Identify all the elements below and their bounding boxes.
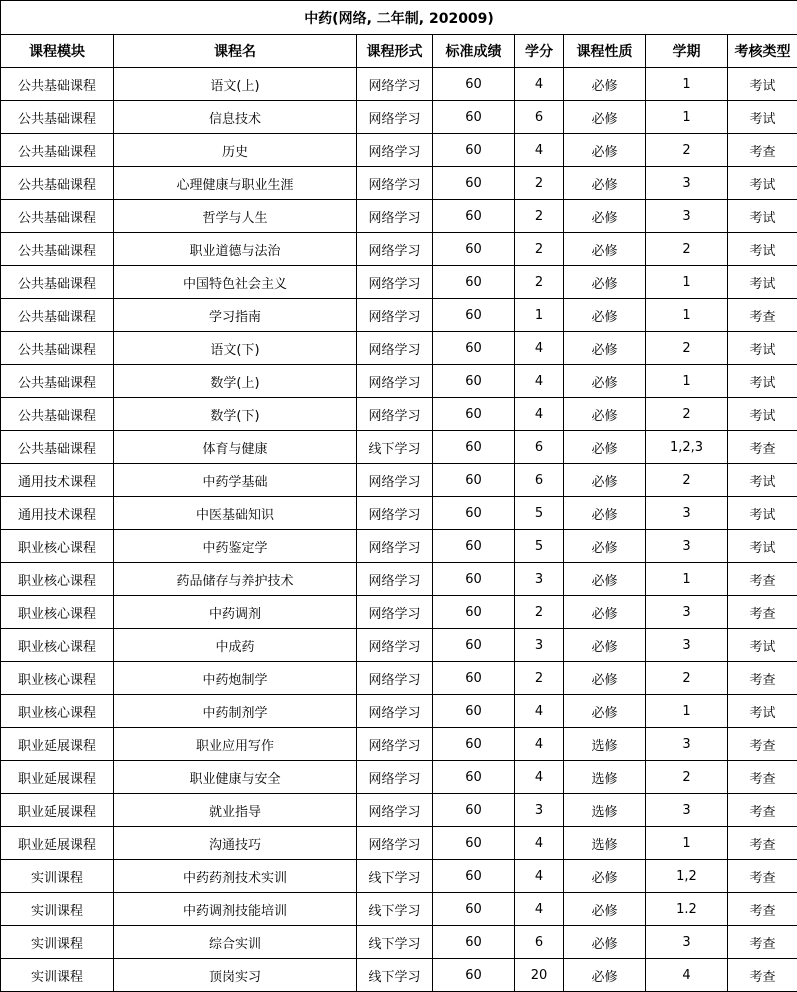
credits-cell: 5 [515, 530, 564, 563]
course-name-cell: 中药制剂学 [114, 695, 357, 728]
assessment-cell: 考试 [728, 233, 797, 266]
format-cell: 线下学习 [357, 431, 433, 464]
table-row [1, 926, 797, 959]
course-name-cell: 中药炮制学 [114, 662, 357, 695]
module-cell: 公共基础课程 [1, 200, 114, 233]
nature-cell: 必修 [564, 464, 646, 497]
module-cell: 公共基础课程 [1, 167, 114, 200]
nature-cell: 必修 [564, 200, 646, 233]
assessment-cell: 考查 [728, 959, 797, 992]
standard-score-cell: 60 [433, 431, 515, 464]
module-cell: 职业延展课程 [1, 728, 114, 761]
standard-score-cell: 60 [433, 266, 515, 299]
table-row [1, 794, 797, 827]
module-cell: 职业核心课程 [1, 695, 114, 728]
header-cell-credits: 学分 [515, 35, 564, 68]
semester-cell: 1 [646, 695, 728, 728]
table-row [1, 266, 797, 299]
table-row [1, 860, 797, 893]
course-name-cell: 中成药 [114, 629, 357, 662]
assessment-cell: 考查 [728, 860, 797, 893]
credits-cell: 4 [515, 332, 564, 365]
header-cell-assessment: 考核类型 [728, 35, 797, 68]
credits-cell: 2 [515, 200, 564, 233]
course-name-cell: 中药调剂 [114, 596, 357, 629]
table-title: 中药(网络, 二年制, 202009) [1, 1, 797, 35]
assessment-cell: 考试 [728, 497, 797, 530]
table-row [1, 563, 797, 596]
semester-cell: 3 [646, 629, 728, 662]
nature-cell: 必修 [564, 893, 646, 926]
credits-cell: 5 [515, 497, 564, 530]
credits-cell: 4 [515, 134, 564, 167]
credits-cell: 3 [515, 629, 564, 662]
module-cell: 公共基础课程 [1, 266, 114, 299]
assessment-cell: 考查 [728, 728, 797, 761]
module-cell: 职业核心课程 [1, 629, 114, 662]
standard-score-cell: 60 [433, 860, 515, 893]
credits-cell: 6 [515, 431, 564, 464]
nature-cell: 必修 [564, 662, 646, 695]
format-cell: 网络学习 [357, 332, 433, 365]
semester-cell: 2 [646, 464, 728, 497]
module-cell: 公共基础课程 [1, 332, 114, 365]
assessment-cell: 考试 [728, 629, 797, 662]
assessment-cell: 考查 [728, 563, 797, 596]
table-row [1, 893, 797, 926]
semester-cell: 1 [646, 299, 728, 332]
semester-cell: 1 [646, 827, 728, 860]
nature-cell: 必修 [564, 101, 646, 134]
header-cell-format: 课程形式 [357, 35, 433, 68]
assessment-cell: 考查 [728, 794, 797, 827]
module-cell: 职业延展课程 [1, 761, 114, 794]
credits-cell: 2 [515, 662, 564, 695]
semester-cell: 1.2 [646, 893, 728, 926]
table-row [1, 167, 797, 200]
header-cell-course-name: 课程名 [114, 35, 357, 68]
table-row [1, 695, 797, 728]
standard-score-cell: 60 [433, 827, 515, 860]
format-cell: 网络学习 [357, 365, 433, 398]
nature-cell: 必修 [564, 266, 646, 299]
credits-cell: 4 [515, 827, 564, 860]
format-cell: 网络学习 [357, 695, 433, 728]
assessment-cell: 考查 [728, 926, 797, 959]
table-row [1, 530, 797, 563]
credits-cell: 4 [515, 695, 564, 728]
credits-cell: 2 [515, 596, 564, 629]
format-cell: 线下学习 [357, 860, 433, 893]
standard-score-cell: 60 [433, 530, 515, 563]
credits-cell: 3 [515, 563, 564, 596]
semester-cell: 1,2 [646, 860, 728, 893]
credits-cell: 2 [515, 167, 564, 200]
table-row [1, 596, 797, 629]
course-name-cell: 顶岗实习 [114, 959, 357, 992]
assessment-cell: 考查 [728, 893, 797, 926]
credits-cell: 6 [515, 464, 564, 497]
course-name-cell: 职业健康与安全 [114, 761, 357, 794]
assessment-cell: 考试 [728, 266, 797, 299]
semester-cell: 3 [646, 728, 728, 761]
standard-score-cell: 60 [433, 233, 515, 266]
course-name-cell: 心理健康与职业生涯 [114, 167, 357, 200]
credits-cell: 4 [515, 893, 564, 926]
assessment-cell: 考试 [728, 530, 797, 563]
semester-cell: 2 [646, 332, 728, 365]
standard-score-cell: 60 [433, 299, 515, 332]
course-name-cell: 数学(上) [114, 365, 357, 398]
module-cell: 公共基础课程 [1, 101, 114, 134]
semester-cell: 3 [646, 530, 728, 563]
module-cell: 职业延展课程 [1, 827, 114, 860]
module-cell: 公共基础课程 [1, 431, 114, 464]
nature-cell: 选修 [564, 728, 646, 761]
module-cell: 公共基础课程 [1, 233, 114, 266]
module-cell: 实训课程 [1, 860, 114, 893]
nature-cell: 必修 [564, 695, 646, 728]
format-cell: 网络学习 [357, 233, 433, 266]
standard-score-cell: 60 [433, 959, 515, 992]
module-cell: 职业核心课程 [1, 530, 114, 563]
nature-cell: 必修 [564, 68, 646, 101]
assessment-cell: 考查 [728, 596, 797, 629]
semester-cell: 3 [646, 596, 728, 629]
format-cell: 网络学习 [357, 68, 433, 101]
format-cell: 网络学习 [357, 761, 433, 794]
semester-cell: 3 [646, 200, 728, 233]
credits-cell: 6 [515, 101, 564, 134]
course-name-cell: 语文(上) [114, 68, 357, 101]
nature-cell: 必修 [564, 233, 646, 266]
format-cell: 网络学习 [357, 134, 433, 167]
nature-cell: 必修 [564, 629, 646, 662]
semester-cell: 1 [646, 563, 728, 596]
nature-cell: 必修 [564, 365, 646, 398]
format-cell: 网络学习 [357, 101, 433, 134]
standard-score-cell: 60 [433, 398, 515, 431]
assessment-cell: 考查 [728, 299, 797, 332]
semester-cell: 4 [646, 959, 728, 992]
course-name-cell: 中药药剂技术实训 [114, 860, 357, 893]
semester-cell: 1 [646, 266, 728, 299]
format-cell: 线下学习 [357, 926, 433, 959]
credits-cell: 4 [515, 365, 564, 398]
table-row [1, 299, 797, 332]
format-cell: 网络学习 [357, 728, 433, 761]
nature-cell: 选修 [564, 761, 646, 794]
nature-cell: 选修 [564, 827, 646, 860]
table-row [1, 332, 797, 365]
table-row [1, 68, 797, 101]
credits-cell: 2 [515, 233, 564, 266]
course-name-cell: 中药学基础 [114, 464, 357, 497]
course-name-cell: 中国特色社会主义 [114, 266, 357, 299]
table-row [1, 959, 797, 992]
course-name-cell: 体育与健康 [114, 431, 357, 464]
format-cell: 网络学习 [357, 464, 433, 497]
standard-score-cell: 60 [433, 662, 515, 695]
standard-score-cell: 60 [433, 761, 515, 794]
standard-score-cell: 60 [433, 68, 515, 101]
standard-score-cell: 60 [433, 893, 515, 926]
credits-cell: 4 [515, 761, 564, 794]
standard-score-cell: 60 [433, 332, 515, 365]
assessment-cell: 考查 [728, 134, 797, 167]
standard-score-cell: 60 [433, 629, 515, 662]
semester-cell: 2 [646, 662, 728, 695]
assessment-cell: 考试 [728, 398, 797, 431]
standard-score-cell: 60 [433, 134, 515, 167]
course-name-cell: 历史 [114, 134, 357, 167]
semester-cell: 3 [646, 167, 728, 200]
semester-cell: 2 [646, 134, 728, 167]
assessment-cell: 考试 [728, 695, 797, 728]
semester-cell: 3 [646, 926, 728, 959]
course-name-cell: 药品储存与养护技术 [114, 563, 357, 596]
format-cell: 网络学习 [357, 596, 433, 629]
nature-cell: 必修 [564, 563, 646, 596]
nature-cell: 必修 [564, 959, 646, 992]
credits-cell: 3 [515, 794, 564, 827]
format-cell: 网络学习 [357, 827, 433, 860]
module-cell: 职业延展课程 [1, 794, 114, 827]
semester-cell: 3 [646, 497, 728, 530]
assessment-cell: 考试 [728, 365, 797, 398]
nature-cell: 选修 [564, 794, 646, 827]
table-row [1, 365, 797, 398]
semester-cell: 1 [646, 365, 728, 398]
assessment-cell: 考查 [728, 827, 797, 860]
module-cell: 实训课程 [1, 926, 114, 959]
module-cell: 公共基础课程 [1, 134, 114, 167]
standard-score-cell: 60 [433, 794, 515, 827]
credits-cell: 2 [515, 266, 564, 299]
nature-cell: 必修 [564, 332, 646, 365]
standard-score-cell: 60 [433, 695, 515, 728]
assessment-cell: 考试 [728, 464, 797, 497]
standard-score-cell: 60 [433, 101, 515, 134]
header-cell-module: 课程模块 [1, 35, 114, 68]
table-row [1, 431, 797, 464]
standard-score-cell: 60 [433, 200, 515, 233]
course-name-cell: 中药鉴定学 [114, 530, 357, 563]
credits-cell: 4 [515, 398, 564, 431]
assessment-cell: 考查 [728, 431, 797, 464]
nature-cell: 必修 [564, 926, 646, 959]
standard-score-cell: 60 [433, 596, 515, 629]
format-cell: 线下学习 [357, 959, 433, 992]
format-cell: 网络学习 [357, 629, 433, 662]
credits-cell: 6 [515, 926, 564, 959]
assessment-cell: 考试 [728, 167, 797, 200]
course-name-cell: 数学(下) [114, 398, 357, 431]
table-row [1, 398, 797, 431]
course-name-cell: 语文(下) [114, 332, 357, 365]
format-cell: 网络学习 [357, 530, 433, 563]
semester-cell: 1,2,3 [646, 431, 728, 464]
module-cell: 实训课程 [1, 893, 114, 926]
course-name-cell: 中药调剂技能培训 [114, 893, 357, 926]
format-cell: 线下学习 [357, 893, 433, 926]
module-cell: 公共基础课程 [1, 365, 114, 398]
assessment-cell: 考试 [728, 332, 797, 365]
nature-cell: 必修 [564, 167, 646, 200]
course-name-cell: 沟通技巧 [114, 827, 357, 860]
standard-score-cell: 60 [433, 167, 515, 200]
assessment-cell: 考试 [728, 101, 797, 134]
nature-cell: 必修 [564, 299, 646, 332]
assessment-cell: 考查 [728, 761, 797, 794]
nature-cell: 必修 [564, 596, 646, 629]
credits-cell: 1 [515, 299, 564, 332]
nature-cell: 必修 [564, 530, 646, 563]
format-cell: 网络学习 [357, 167, 433, 200]
table-row [1, 827, 797, 860]
table-row [1, 497, 797, 530]
module-cell: 公共基础课程 [1, 299, 114, 332]
course-name-cell: 职业道德与法治 [114, 233, 357, 266]
semester-cell: 1 [646, 101, 728, 134]
semester-cell: 2 [646, 398, 728, 431]
module-cell: 公共基础课程 [1, 68, 114, 101]
course-name-cell: 职业应用写作 [114, 728, 357, 761]
table-row [1, 464, 797, 497]
assessment-cell: 考查 [728, 662, 797, 695]
header-cell-standard-score: 标准成绩 [433, 35, 515, 68]
module-cell: 通用技术课程 [1, 464, 114, 497]
standard-score-cell: 60 [433, 728, 515, 761]
nature-cell: 必修 [564, 134, 646, 167]
format-cell: 网络学习 [357, 662, 433, 695]
semester-cell: 1 [646, 68, 728, 101]
course-name-cell: 综合实训 [114, 926, 357, 959]
table-row [1, 200, 797, 233]
table-row [1, 134, 797, 167]
standard-score-cell: 60 [433, 365, 515, 398]
standard-score-cell: 60 [433, 563, 515, 596]
table-row [1, 761, 797, 794]
nature-cell: 必修 [564, 431, 646, 464]
semester-cell: 3 [646, 794, 728, 827]
format-cell: 网络学习 [357, 794, 433, 827]
format-cell: 网络学习 [357, 398, 433, 431]
module-cell: 公共基础课程 [1, 398, 114, 431]
module-cell: 通用技术课程 [1, 497, 114, 530]
header-cell-semester: 学期 [646, 35, 728, 68]
format-cell: 网络学习 [357, 299, 433, 332]
standard-score-cell: 60 [433, 926, 515, 959]
credits-cell: 20 [515, 959, 564, 992]
module-cell: 实训课程 [1, 959, 114, 992]
nature-cell: 必修 [564, 398, 646, 431]
nature-cell: 必修 [564, 860, 646, 893]
title-row [1, 1, 797, 35]
standard-score-cell: 60 [433, 497, 515, 530]
assessment-cell: 考试 [728, 68, 797, 101]
credits-cell: 4 [515, 860, 564, 893]
table-row [1, 662, 797, 695]
table-row [1, 728, 797, 761]
course-name-cell: 学习指南 [114, 299, 357, 332]
table-row [1, 629, 797, 662]
format-cell: 网络学习 [357, 497, 433, 530]
course-name-cell: 哲学与人生 [114, 200, 357, 233]
assessment-cell: 考试 [728, 200, 797, 233]
course-name-cell: 就业指导 [114, 794, 357, 827]
header-cell-nature: 课程性质 [564, 35, 646, 68]
course-name-cell: 中医基础知识 [114, 497, 357, 530]
standard-score-cell: 60 [433, 464, 515, 497]
module-cell: 职业核心课程 [1, 662, 114, 695]
header-row [1, 35, 797, 68]
format-cell: 网络学习 [357, 200, 433, 233]
semester-cell: 2 [646, 233, 728, 266]
table-row [1, 101, 797, 134]
module-cell: 职业核心课程 [1, 563, 114, 596]
credits-cell: 4 [515, 728, 564, 761]
format-cell: 网络学习 [357, 266, 433, 299]
nature-cell: 必修 [564, 497, 646, 530]
module-cell: 职业核心课程 [1, 596, 114, 629]
credits-cell: 4 [515, 68, 564, 101]
course-name-cell: 信息技术 [114, 101, 357, 134]
format-cell: 网络学习 [357, 563, 433, 596]
table-row [1, 233, 797, 266]
semester-cell: 2 [646, 761, 728, 794]
